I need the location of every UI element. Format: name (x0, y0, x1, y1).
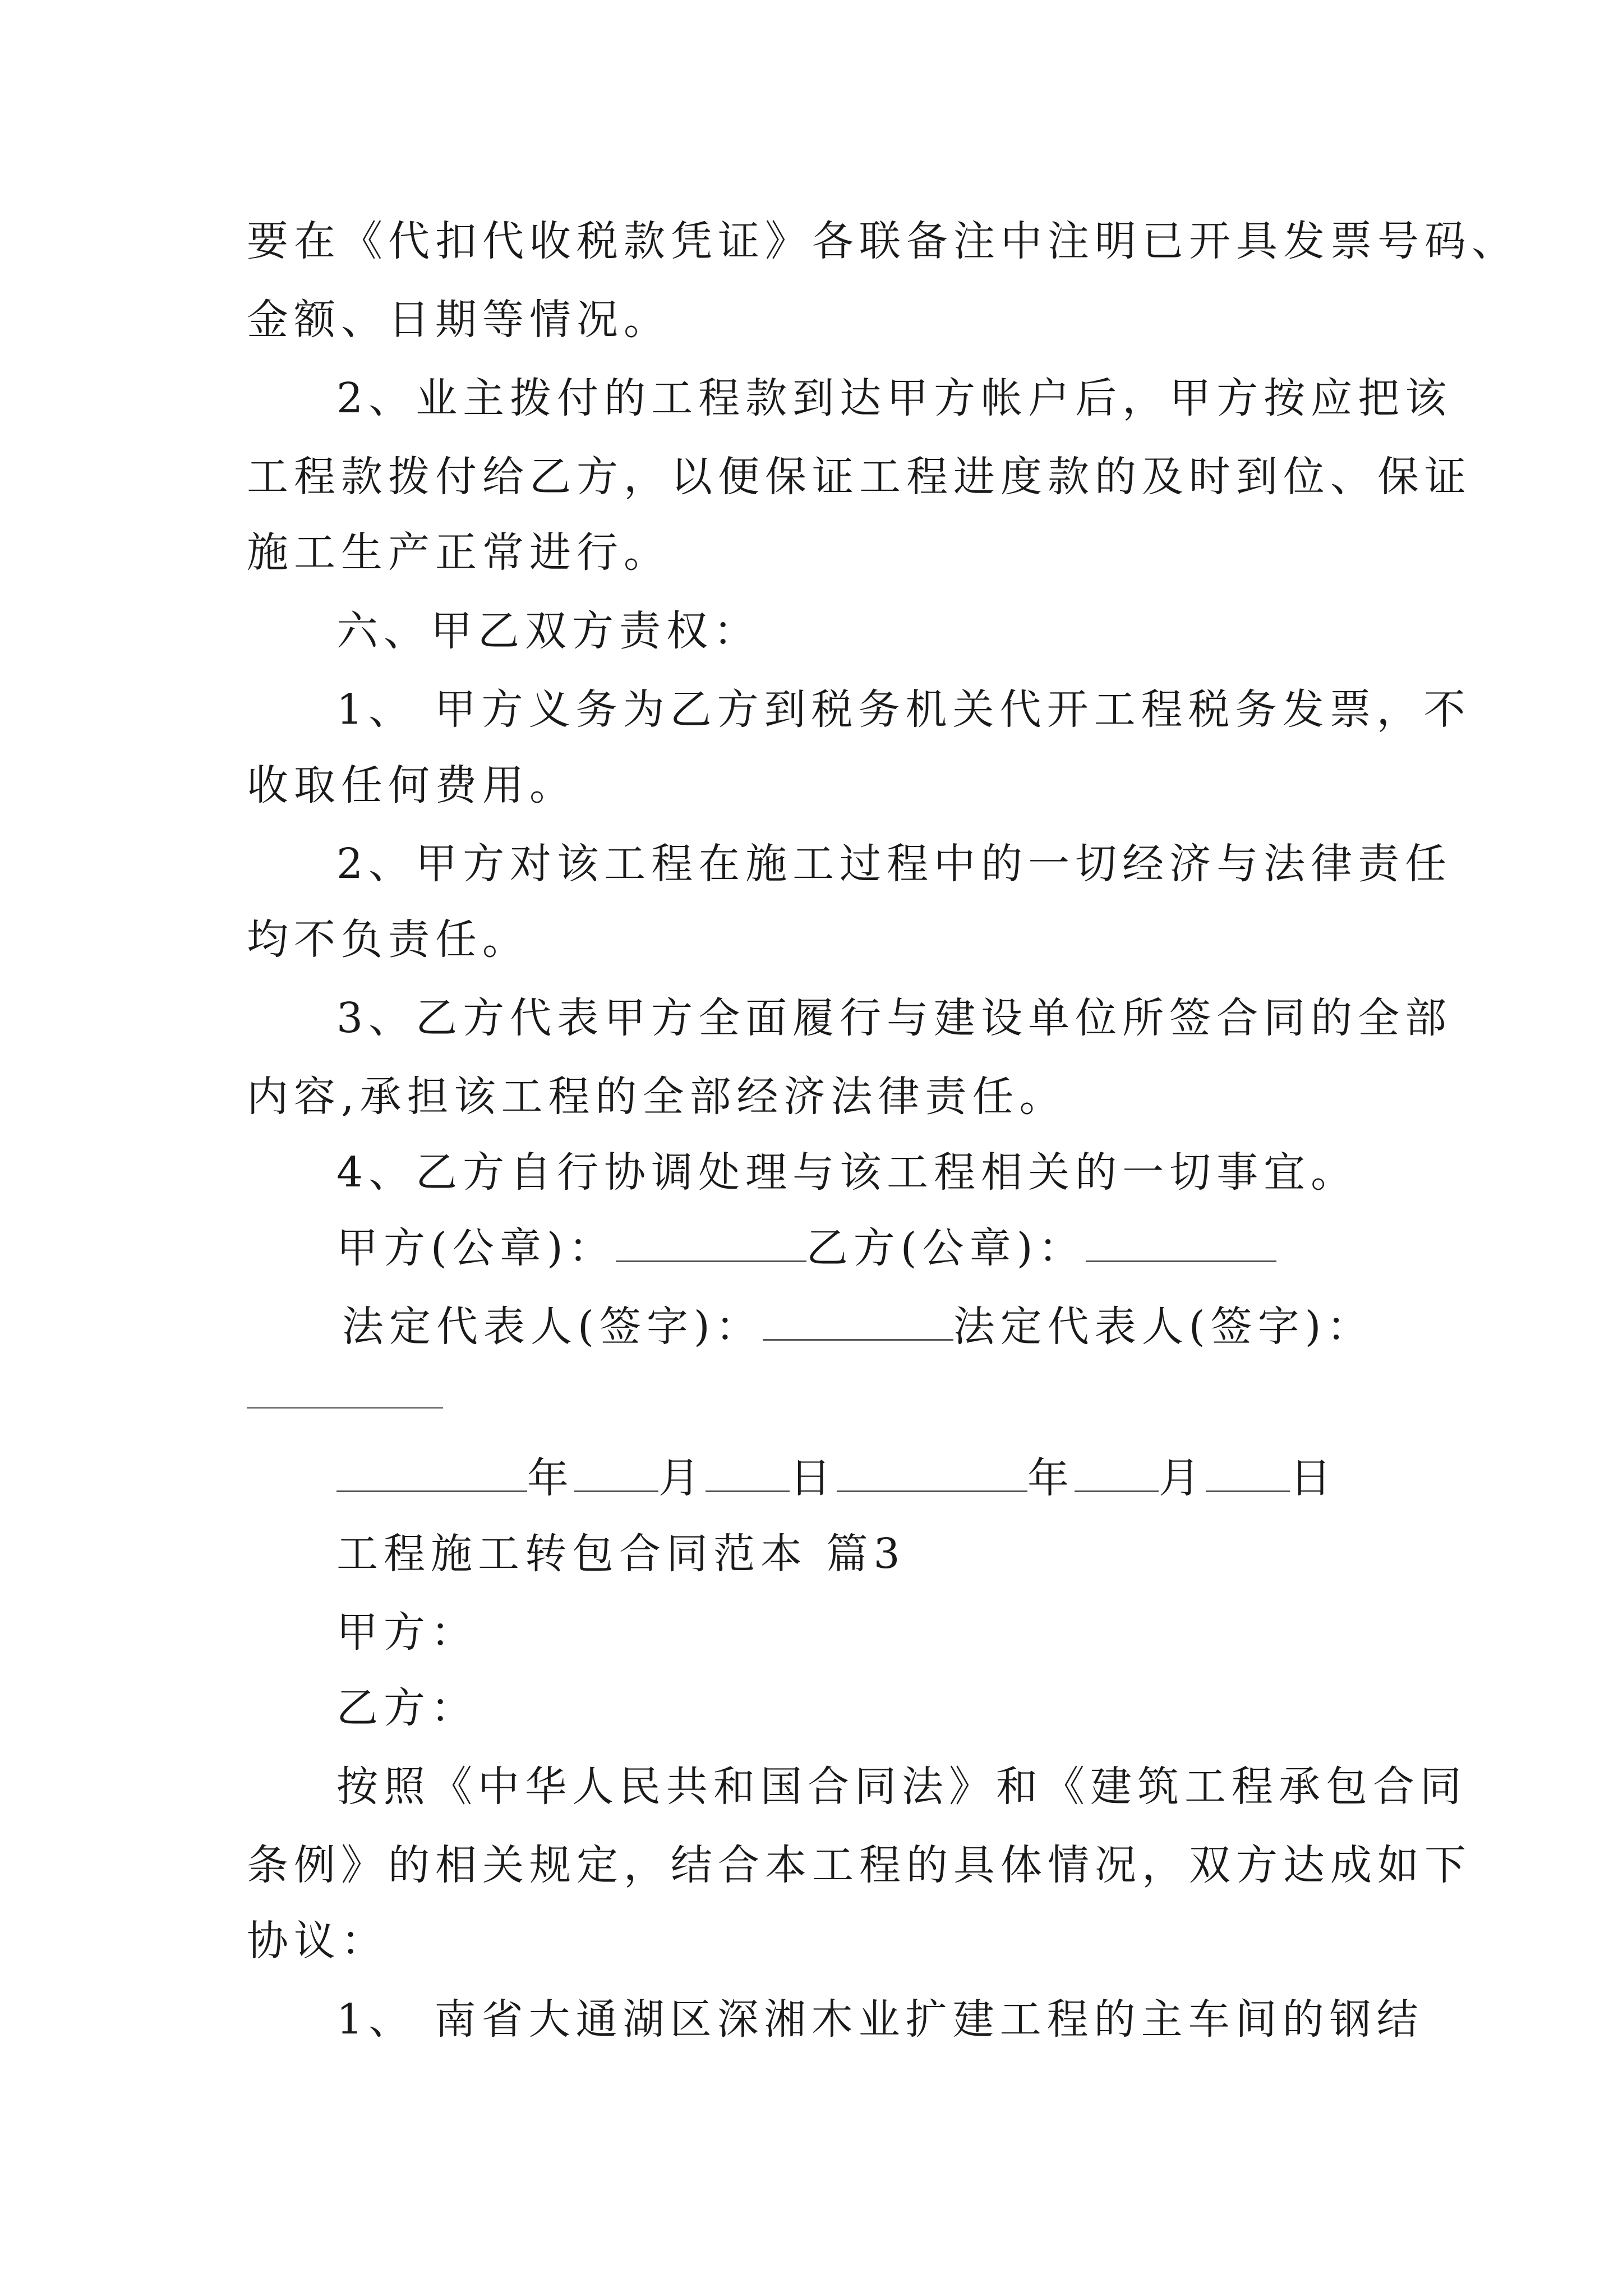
paragraph-line: 3、乙方代表甲方全面履行与建设单位所签合同的全部 (336, 994, 1453, 1042)
paragraph-line: 金额、日期等情况。 (247, 296, 671, 344)
paragraph-line: 条例》的相关规定，结合本工程的具体情况，双方达成如下 (247, 1841, 1472, 1889)
day-a-label: 日 (790, 1454, 837, 1502)
paragraph-line: 1、 南省大通湖区深湘木业扩建工程的主车间的钢结 (336, 1995, 1424, 2044)
paragraph-line: 2、业主拨付的工程款到达甲方帐户后，甲方按应把该 (336, 374, 1453, 422)
party-a-seal-blank (616, 1227, 806, 1262)
month-a-blank (574, 1457, 658, 1492)
party-a-seal-label: 甲方(公章)： (336, 1224, 616, 1272)
year-b-blank (837, 1457, 1027, 1492)
party-a-line: 甲方： (336, 1608, 478, 1657)
day-b-blank (1206, 1457, 1290, 1492)
paragraph-line: 均不负责任。 (247, 915, 529, 964)
paragraph-line: 要在《代扣代收税款凭证》各联备注中注明已开具发票号码、 (247, 217, 1519, 265)
section-heading: 六、甲乙双方责权： (336, 607, 760, 655)
day-a-blank (706, 1457, 790, 1492)
party-b-seal-blank (1086, 1227, 1276, 1262)
day-b-label: 日 (1290, 1454, 1337, 1502)
legal-rep-b-label: 法定代表人(签字)： (953, 1303, 1374, 1351)
paragraph-line: 内容,承担该工程的全部经济法律责任。 (247, 1073, 1067, 1121)
paragraph-line: 1、 甲方义务为乙方到税务机关代开工程税务发票，不 (336, 685, 1471, 734)
seal-row (336, 1223, 1276, 1273)
party-b-seal-label: 乙方(公章)： (806, 1224, 1086, 1272)
month-b-label: 月 (1159, 1454, 1206, 1502)
year-b-label: 年 (1027, 1454, 1075, 1502)
paragraph-line: 工程款拨付给乙方，以便保证工程进度款的及时到位、保证 (247, 453, 1472, 501)
paragraph-line: 4、乙方自行协调处理与该工程相关的一切事宜。 (336, 1148, 1358, 1197)
paragraph-line: 按照《中华人民共和国合同法》和《建筑工程承包合同 (336, 1763, 1467, 1811)
month-b-blank (1075, 1457, 1159, 1492)
legal-rep-b-blank (247, 1407, 443, 1409)
legal-rep-a-blank (763, 1305, 953, 1341)
year-a-blank (336, 1457, 527, 1492)
paragraph-line: 收取任何费用。 (247, 761, 577, 809)
legal-rep-row (342, 1301, 1374, 1352)
paragraph-line: 施工生产正常进行。 (247, 528, 671, 577)
paragraph-line: 协议： (247, 1917, 388, 1965)
paragraph-line: 2、甲方对该工程在施工过程中的一切经济与法律责任 (336, 840, 1453, 888)
year-a-label: 年 (527, 1454, 574, 1502)
legal-rep-a-label: 法定代表人(签字)： (342, 1303, 763, 1351)
date-row (336, 1453, 1337, 1503)
section-title: 工程施工转包合同范本 篇3 (336, 1530, 906, 1578)
party-b-line: 乙方： (336, 1684, 478, 1732)
month-a-label: 月 (658, 1454, 706, 1502)
